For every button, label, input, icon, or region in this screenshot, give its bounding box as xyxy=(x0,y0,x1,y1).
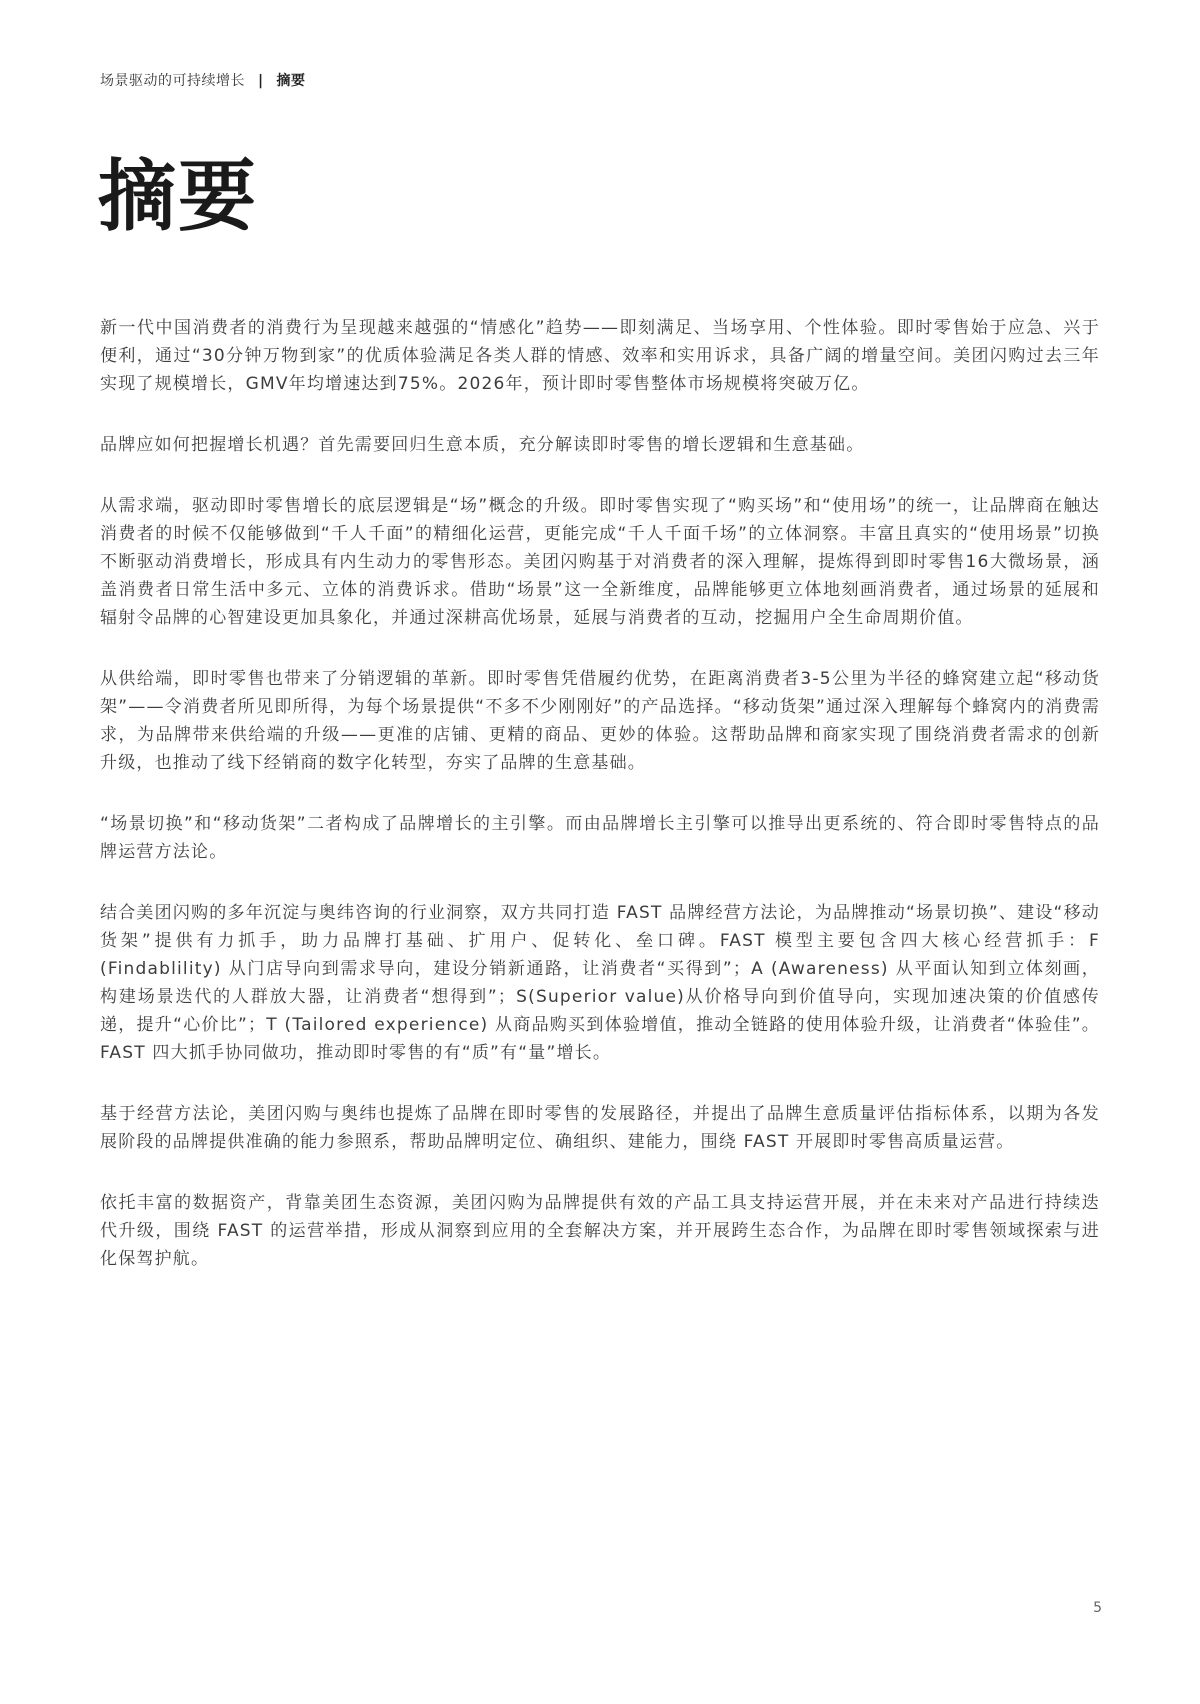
paragraph-5: “场景切换”和“移动货架”二者构成了品牌增长的主引擎。而由品牌增长主引擎可以推导出更系统的、符合即时零售特点的品牌运营方法论。 xyxy=(100,814,1100,862)
paragraph-4: 从供给端，即时零售也带来了分销逻辑的革新。即时零售凭借履约优势，在距离消费者3-5公里为半径的蜂窝建立起“移动货架”——令消费者所见即所得，为每个场景提供“不多不少刚刚好”的产品选择。“移动货架”通过深入理解每个蜂窝内的消费需求，为品牌带来供给端的升级——更准的店铺、更精的商品、更妙的体验。这帮助品牌和商家实现了围绕消费者需求的创新升级，也推动了线下经销商的数字化转型，夯实了品牌的生意基础。 xyxy=(100,669,1100,773)
report-title: 场景驱动的可持续增长 xyxy=(100,73,245,89)
paragraph-1: 新一代中国消费者的消费行为呈现越来越强的“情感化”趋势——即刻满足、当场享用、个性体验。即时零售始于应急、兴于便利，通过“30分钟万物到家”的优质体验满足各类人群的情感、效率和实用诉求，具备广阔的增量空间。美团闪购过去三年实现了规模增长，GMV年均增速达到75%。2026年，预计即时零售整体市场规模将突破万亿。 xyxy=(100,318,1100,394)
paragraph-8: 依托丰富的数据资产，背靠美团生态资源，美团闪购为品牌提供有效的产品工具支持运营开展，并在未来对产品进行持续迭代升级，围绕 FAST 的运营举措，形成从洞察到应用的全套解决方案，并开展跨生态合作，为品牌在即时零售领域探索与进化保驾护航。 xyxy=(100,1193,1100,1269)
paragraph-7: 基于经营方法论，美团闪购与奥纬也提炼了品牌在即时零售的发展路径，并提出了品牌生意质量评估指标体系，以期为各发展阶段的品牌提供准确的能力参照系，帮助品牌明定位、确组织、建能力，围绕 FAST 开展即时零售高质量运营。 xyxy=(100,1104,1100,1152)
paragraph-3: 从需求端，驱动即时零售增长的底层逻辑是“场”概念的升级。即时零售实现了“购买场”和“使用场”的统一，让品牌商在触达消费者的时候不仅能够做到“千人千面”的精细化运营，更能完成“千人千面千场”的立体洞察。丰富且真实的“使用场景”切换不断驱动消费增长，形成具有内生动力的零售形态。美团闪购基于对消费者的深入理解，提炼得到即时零售16大微场景，涵盖消费者日常生活中多元、立体的消费诉求。借助“场景”这一全新维度，品牌能够更立体地刻画消费者，通过场景的延展和辐射令品牌的心智建设更加具象化，并通过深耕高优场景，延展与消费者的互动，挖掘用户全生命周期价值。 xyxy=(100,496,1100,628)
header-separator: | xyxy=(257,73,264,89)
summary-body xyxy=(100,314,1100,1306)
page-number: 5 xyxy=(1093,1600,1102,1616)
header-section: 摘要 xyxy=(276,73,306,89)
page-title: 摘要 xyxy=(98,152,259,242)
running-header xyxy=(100,70,306,90)
paragraph-2: 品牌应如何把握增长机遇？首先需要回归生意本质，充分解读即时零售的增长逻辑和生意基础。 xyxy=(100,435,865,455)
paragraph-6: 结合美团闪购的多年沉淀与奥纬咨询的行业洞察，双方共同打造 FAST 品牌经营方法论，为品牌推动“场景切换”、建设“移动货架”提供有力抓手，助力品牌打基础、扩用户、促转化、垒口碑。FAST 模型主要包含四大核心经营抓手：F (Findablility) 从门店导向到需求导向，建设分销新通路，让消费者“买得到”；A (Awareness) 从平面认知到立体刻画，构建场景迭代的人群放大器，让消费者“想得到”；S(Superior value)从价格导向到价值导向，实现加速决策的价值感传递，提升“心价比”；T (Tailored experience) 从商品购买到体验增值，推动全链路的使用体验升级，让消费者“体验佳”。FAST 四大抓手协同做功，推动即时零售的有“质”有“量”增长。 xyxy=(100,903,1100,1063)
